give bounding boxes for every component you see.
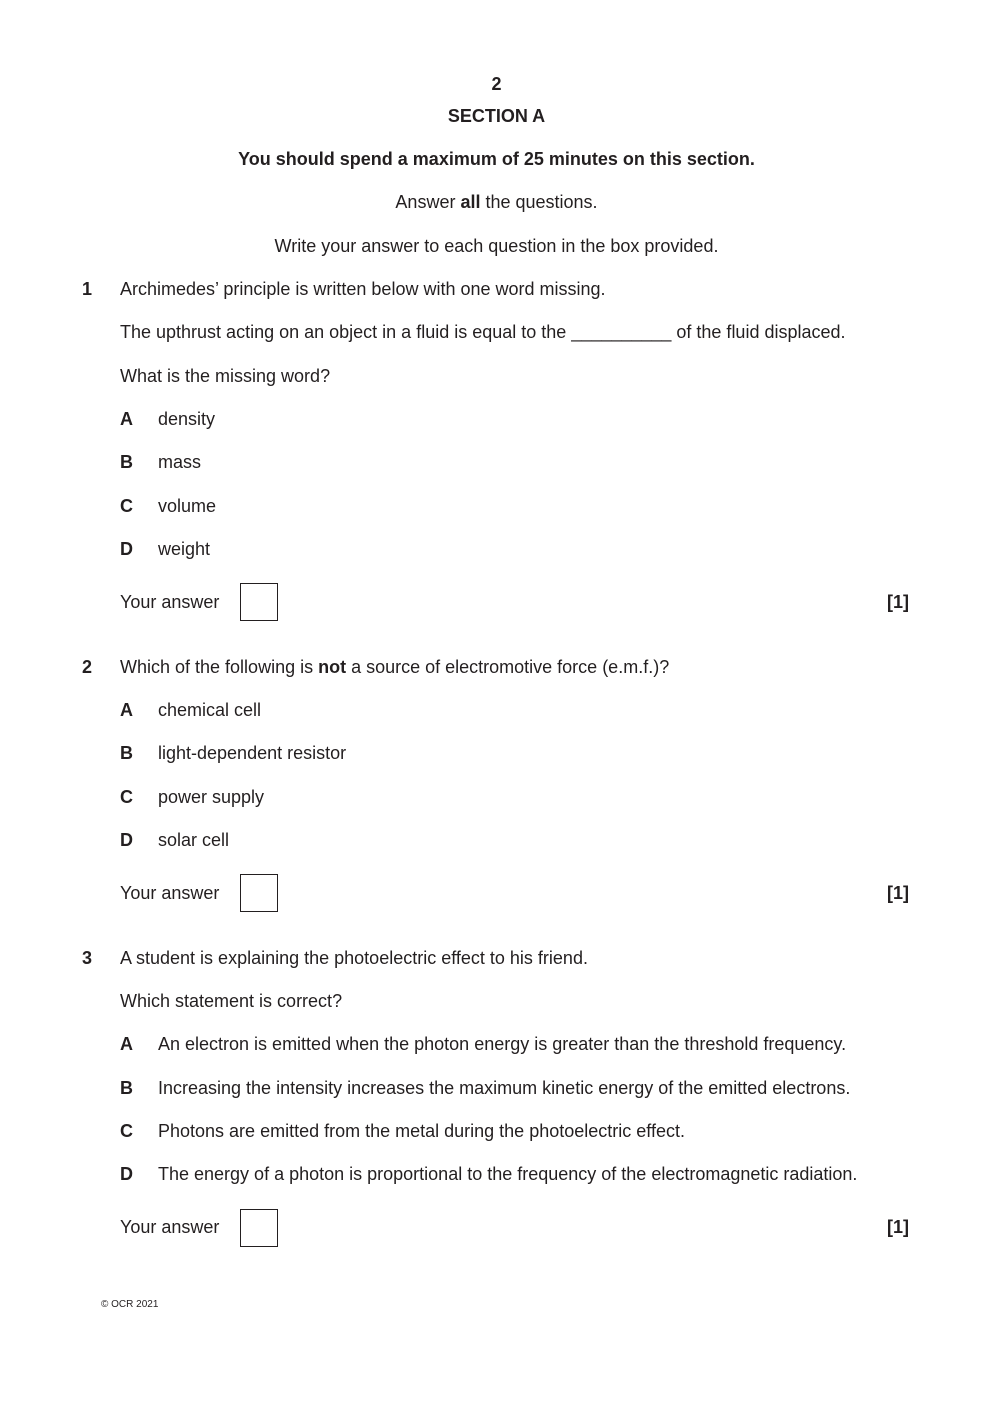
question-text-post: a source of electromotive force (e.m.f.)?	[346, 657, 670, 677]
marks-label: [1]	[887, 883, 909, 903]
answer-all-post: the questions.	[480, 192, 598, 212]
copyright-footer: © OCR 2021	[101, 1299, 159, 1310]
option-text-c: volume	[158, 496, 217, 516]
option-letter-d: D	[120, 830, 133, 850]
option-letter-c: C	[120, 496, 133, 516]
answer-box[interactable]	[240, 874, 278, 912]
option-text-b: light-dependent resistor	[158, 743, 347, 763]
answer-all-pre: Answer	[395, 192, 461, 212]
option-text-a: density	[158, 409, 216, 429]
option-letter-a: A	[120, 1034, 133, 1054]
question-text-bold: not	[318, 657, 347, 677]
your-answer-label: Your answer	[120, 883, 220, 903]
option-letter-a: A	[120, 409, 133, 429]
your-answer-label: Your answer	[120, 592, 220, 612]
page-number: 2	[491, 74, 502, 94]
option-text-a: An electron is emitted when the photon energy is greater than the threshold frequency.	[158, 1034, 847, 1054]
option-text-b: mass	[158, 452, 202, 472]
marks-label: [1]	[887, 1217, 909, 1237]
answer-all-bold: all	[460, 192, 481, 212]
option-text-c: power supply	[158, 787, 265, 807]
question-number: 1	[82, 279, 93, 299]
question-statement: The upthrust acting on an object in a fluid is equal to the __________ of the fluid displaced.	[120, 322, 846, 342]
option-letter-d: D	[120, 1164, 133, 1184]
option-letter-b: B	[120, 1078, 133, 1098]
option-text-d: weight	[158, 539, 211, 559]
question-number: 3	[82, 948, 93, 968]
your-answer-label: Your answer	[120, 1217, 220, 1237]
question-number: 2	[82, 657, 93, 677]
time-instruction: You should spend a maximum of 25 minutes on this section.	[238, 149, 755, 169]
answer-box[interactable]	[240, 583, 278, 621]
question-text-pre: Which of the following is	[120, 657, 319, 677]
option-text-c: Photons are emitted from the metal during the photoelectric effect.	[158, 1121, 685, 1141]
option-letter-a: A	[120, 700, 133, 720]
answer-all-instruction	[0, 191, 993, 213]
option-letter-c: C	[120, 787, 133, 807]
question-text	[120, 656, 669, 678]
option-letter-b: B	[120, 452, 133, 472]
option-text-d: solar cell	[158, 830, 230, 850]
marks-label: [1]	[887, 592, 909, 612]
option-text-b: Increasing the intensity increases the maximum kinetic energy of the emitted electrons.	[158, 1078, 851, 1098]
write-instruction: Write your answer to each question in the box provided.	[274, 236, 719, 256]
option-letter-c: C	[120, 1121, 133, 1141]
question-text: A student is explaining the photoelectric effect to his friend.	[120, 948, 588, 968]
option-letter-d: D	[120, 539, 133, 559]
option-text-d: The energy of a photon is proportional to the frequency of the electromagnetic radiation.	[158, 1164, 858, 1184]
answer-box[interactable]	[240, 1209, 278, 1247]
question-prompt: Which statement is correct?	[120, 991, 343, 1011]
section-title: SECTION A	[447, 106, 546, 126]
question-text: Archimedes’ principle is written below with one word missing.	[120, 279, 606, 299]
option-text-a: chemical cell	[158, 700, 262, 720]
question-prompt: What is the missing word?	[120, 366, 331, 386]
option-letter-b: B	[120, 743, 133, 763]
